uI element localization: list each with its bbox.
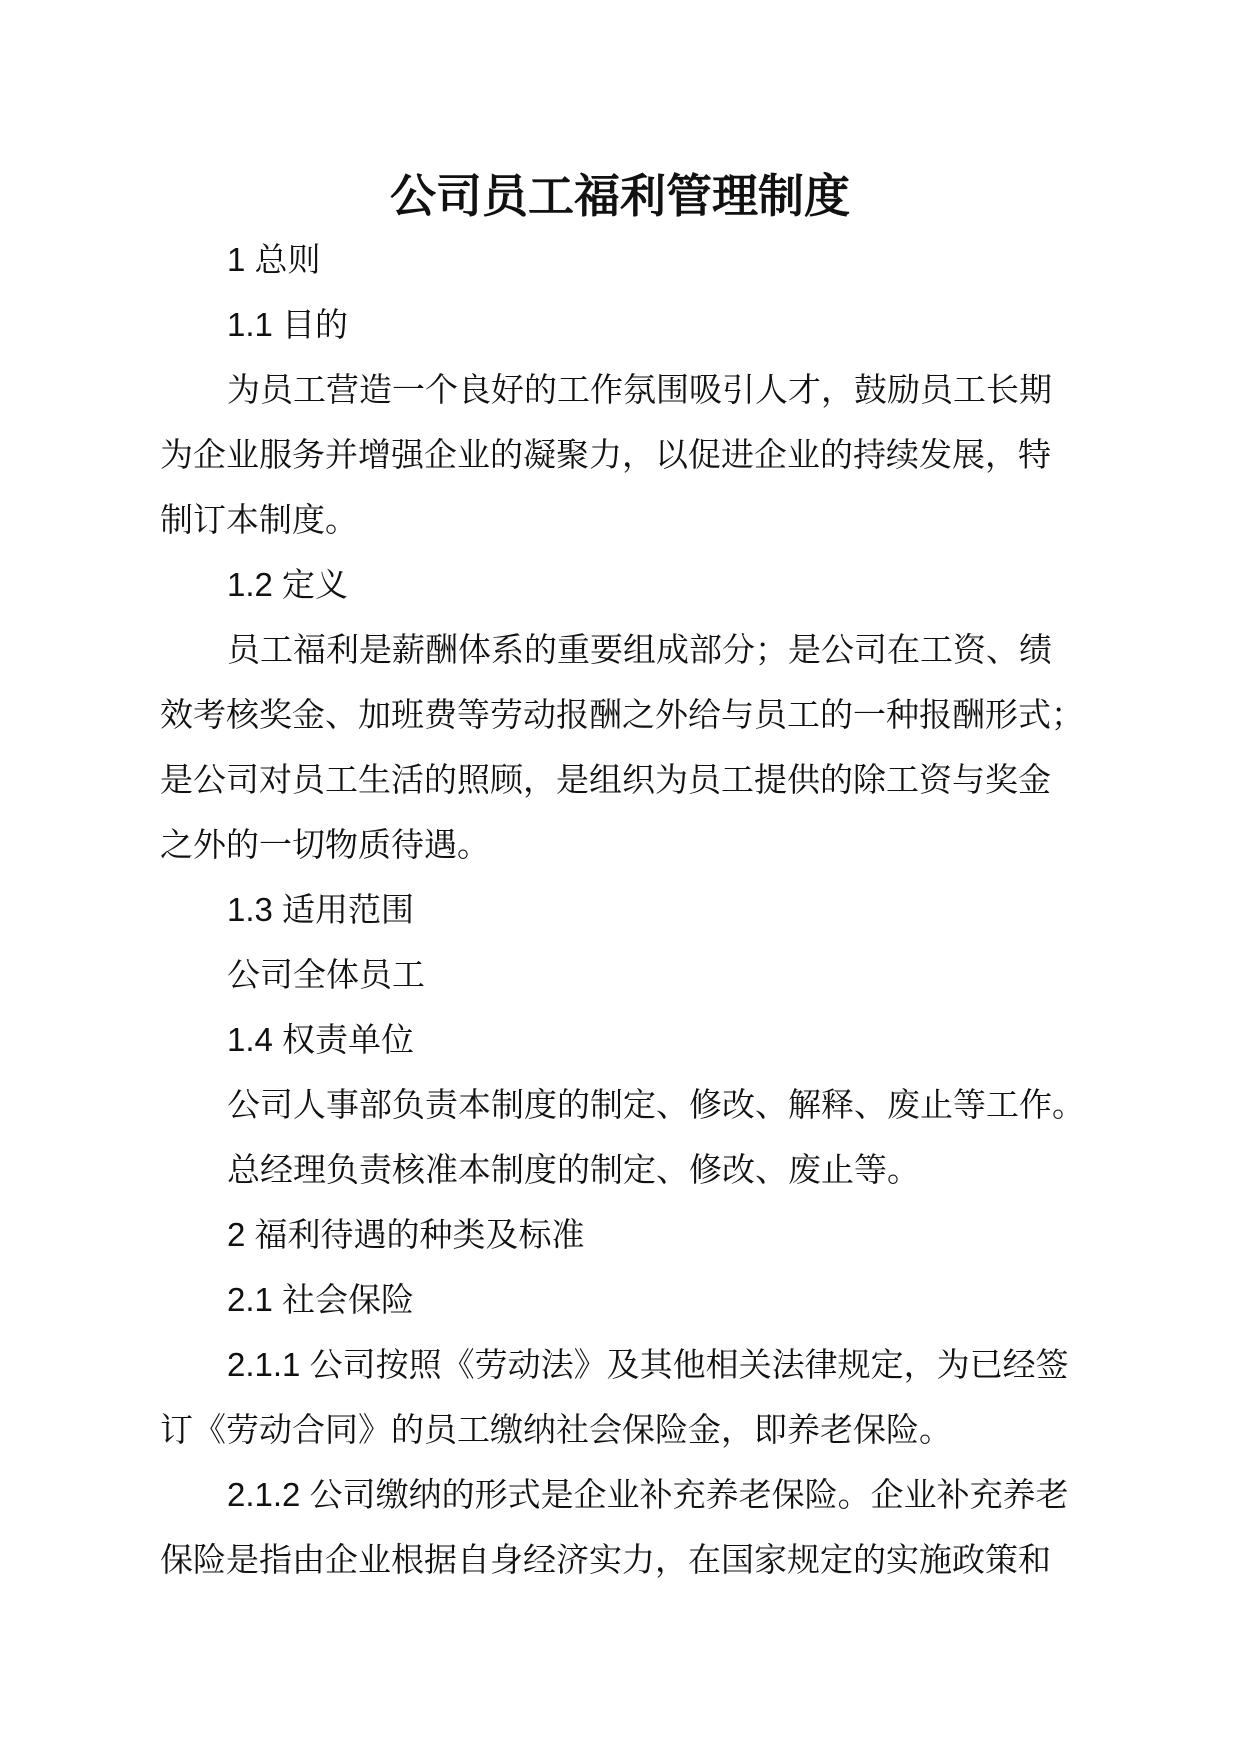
paragraph-line: 2 福利待遇的种类及标准 [227, 1216, 585, 1253]
paragraph-line: 2.1.1 公司按照《劳动法》及其他相关法律规定，为已经签 [227, 1346, 1069, 1383]
paragraph-line: 1.1 目的 [227, 306, 349, 343]
document-title: 公司员工福利管理制度 [390, 170, 850, 222]
paragraph-line: 效考核奖金、加班费等劳动报酬之外给与员工的一种报酬形式； [160, 696, 1084, 733]
paragraph-line: 公司全体员工 [227, 956, 425, 993]
body-paragraph [160, 357, 1160, 552]
section-heading [160, 1267, 1160, 1332]
paragraph-line: 1.2 定义 [227, 566, 349, 603]
section-heading [160, 292, 1160, 357]
body-paragraph [160, 617, 1160, 877]
body-paragraph [160, 1462, 1160, 1592]
section-heading [160, 227, 1160, 292]
body-paragraph [160, 1332, 1160, 1462]
paragraph-line: 之外的一切物质待遇。 [160, 826, 490, 863]
paragraph-line: 保险是指由企业根据自身经济实力，在国家规定的实施政策和 [160, 1541, 1051, 1578]
section-heading [160, 552, 1160, 617]
paragraph-line: 制订本制度。 [160, 501, 358, 538]
section-heading [160, 877, 1160, 942]
paragraph-line: 2.1 社会保险 [227, 1281, 415, 1318]
body-paragraph [160, 1072, 1160, 1137]
document-body [160, 227, 1160, 1592]
paragraph-line: 订《劳动合同》的员工缴纳社会保险金，即养老保险。 [160, 1411, 952, 1448]
body-paragraph [160, 942, 1160, 1007]
paragraph-line: 1 总则 [227, 241, 321, 278]
paragraph-line: 为企业服务并增强企业的凝聚力，以促进企业的持续发展，特 [160, 436, 1051, 473]
paragraph-line: 员工福利是薪酬体系的重要组成部分；是公司在工资、绩 [227, 631, 1052, 668]
section-heading [160, 1007, 1160, 1072]
paragraph-line: 是公司对员工生活的照顾，是组织为员工提供的除工资与奖金 [160, 761, 1051, 798]
section-heading [160, 1202, 1160, 1267]
paragraph-line: 1.3 适用范围 [227, 891, 415, 928]
paragraph-line: 1.4 权责单位 [227, 1021, 415, 1058]
paragraph-line: 2.1.2 公司缴纳的形式是企业补充养老保险。企业补充养老 [227, 1476, 1069, 1513]
paragraph-line: 公司人事部负责本制度的制定、修改、解释、废止等工作。 [227, 1086, 1085, 1123]
paragraph-line: 总经理负责核准本制度的制定、修改、废止等。 [227, 1151, 920, 1188]
body-paragraph [160, 1137, 1160, 1202]
paragraph-line: 为员工营造一个良好的工作氛围吸引人才，鼓励员工长期 [227, 371, 1052, 408]
